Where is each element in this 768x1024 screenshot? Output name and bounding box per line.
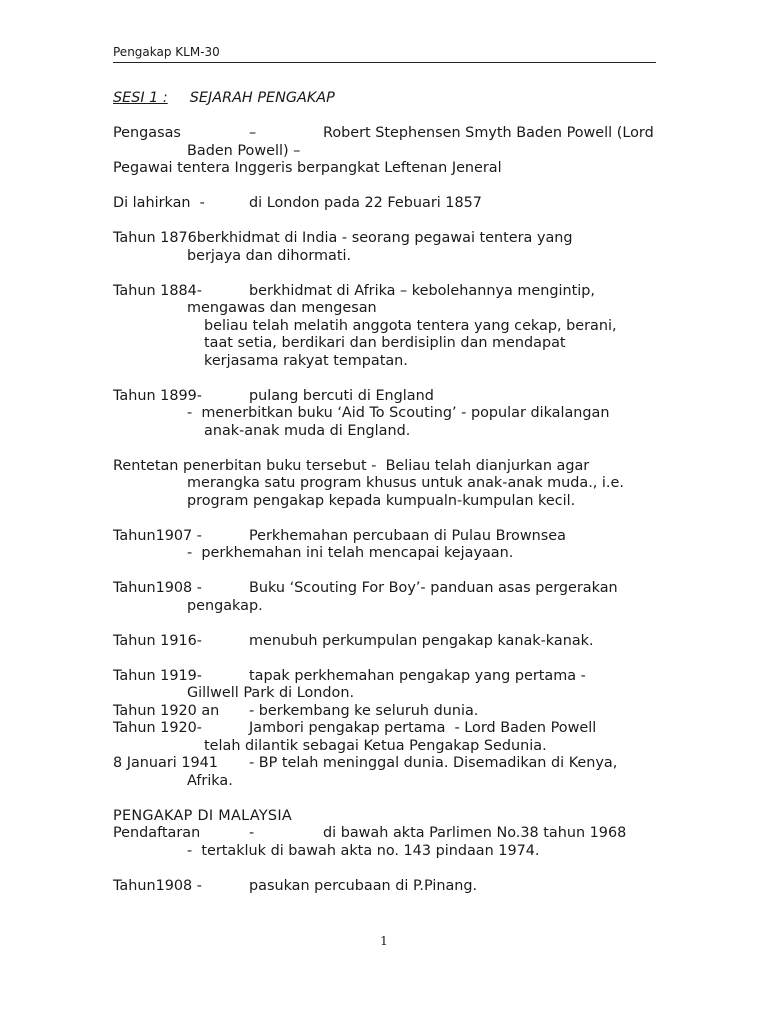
t1899-line [113, 388, 673, 406]
t1907-cont: - perkhemahan ini telah mencapai kejayaan. [187, 545, 514, 561]
t1907-label: Tahun1907 - [113, 527, 202, 544]
session-label: SESI 1 : [113, 90, 168, 106]
born-label: Di lahirkan - [113, 195, 205, 211]
page-header: Pengakap KLM-30 [113, 44, 656, 63]
t1920-line [113, 720, 673, 738]
t1920an-text: - berkembang ke seluruh dunia. [249, 702, 479, 719]
t1919-label: Tahun 1919- [113, 667, 202, 684]
t1899-cont: anak-anak muda di England. [204, 422, 411, 439]
born-line [113, 195, 673, 213]
founder-role: Pegawai tentera Inggeris berpangkat Leftenan Jeneral [113, 160, 502, 176]
t1908b-text: pasukan percubaan di P.Pinang. [249, 877, 478, 894]
t1916-label: Tahun 1916- [113, 632, 202, 649]
t1920-cont: telah dilantik sebagai Ketua Pengakap Sedunia. [204, 737, 547, 754]
t1884-cont: kerjasama rakyat tempatan. [204, 352, 408, 369]
registration-dash: - [249, 825, 255, 841]
t1884-cont: taat setia, berdikari dan berdisiplin dan mendapat [204, 335, 566, 351]
registration-line [113, 825, 673, 843]
registration-text: di bawah akta Parlimen No.38 tahun 1968 [323, 825, 627, 841]
t1941-text: - BP telah meninggal dunia. Disemadikan di Kenya, [249, 755, 618, 771]
t1908a-label: Tahun1908 - [113, 580, 202, 596]
rentetan-cont: program pengakap kepada kumpualn-kumpulan kecil. [187, 492, 576, 509]
t1908a-line [113, 580, 673, 598]
founder-name: Robert Stephensen Smyth Baden Powell (Lord [323, 125, 654, 141]
t1876-line: Tahun 1876berkhidmat di India - seorang pegawai tentera yang [113, 230, 573, 246]
t1941-label: 8 Januari 1941 [113, 755, 218, 771]
t1908a-text: Buku ‘Scouting For Boy’- panduan asas pergerakan [249, 580, 618, 596]
t1920an-line [113, 703, 673, 721]
page-number: 1 [380, 934, 388, 948]
malaysia-heading: PENGAKAP DI MALAYSIA [113, 807, 293, 824]
t1884-cont: beliau telah melatih anggota tentera yang cekap, berani, [204, 317, 617, 334]
t1907-line [113, 528, 673, 546]
t1907-text: Perkhemahan percubaan di Pulau Brownsea [249, 527, 566, 544]
t1916-text: menubuh perkumpulan pengakap kanak-kanak. [249, 632, 594, 649]
t1876-cont: berjaya dan dihormati. [187, 247, 352, 264]
t1899-label: Tahun 1899- [113, 387, 202, 404]
t1884-text: berkhidmat di Afrika – kebolehannya mengintip, [249, 282, 595, 299]
document-body [113, 90, 673, 895]
t1920-label: Tahun 1920- [113, 720, 202, 736]
session-heading [113, 90, 673, 108]
t1884-line [113, 283, 673, 301]
founder-line [113, 125, 673, 143]
registration-label: Pendaftaran [113, 825, 201, 841]
t1908a-cont: pengakap. [187, 597, 263, 614]
t1919-cont: Gillwell Park di London. [187, 685, 355, 701]
t1899-text: pulang bercuti di England [249, 387, 434, 404]
t1899-cont: - menerbitkan buku ‘Aid To Scouting’ - popular dikalangan [187, 405, 610, 421]
t1920an-label: Tahun 1920 an [113, 702, 220, 719]
t1908b-line [113, 878, 673, 896]
rentetan-cont: merangka satu program khusus untuk anak-anak muda., i.e. [187, 475, 624, 491]
t1919-text: tapak perkhemahan pengakap yang pertama - [249, 667, 586, 684]
rentetan-line: Rentetan penerbitan buku tersebut - Beliau telah dianjurkan agar [113, 457, 590, 474]
founder-name-cont: Baden Powell) – [187, 142, 301, 159]
t1941-line [113, 755, 673, 773]
session-title: SEJARAH PENGAKAP [189, 90, 335, 106]
t1884-cont: mengawas dan mengesan [187, 300, 377, 316]
t1919-line [113, 668, 673, 686]
t1941-cont: Afrika. [187, 772, 233, 789]
t1916-line [113, 633, 673, 651]
registration-cont: - tertakluk di bawah akta no. 143 pindaan 1974. [187, 842, 540, 859]
t1908b-label: Tahun1908 - [113, 877, 202, 894]
t1920-text: Jambori pengakap pertama - Lord Baden Powell [249, 720, 597, 736]
founder-dash: – [249, 125, 257, 141]
t1884-label: Tahun 1884- [113, 282, 202, 299]
founder-label: Pengasas [113, 125, 181, 141]
born-text: di London pada 22 Febuari 1857 [249, 195, 482, 211]
